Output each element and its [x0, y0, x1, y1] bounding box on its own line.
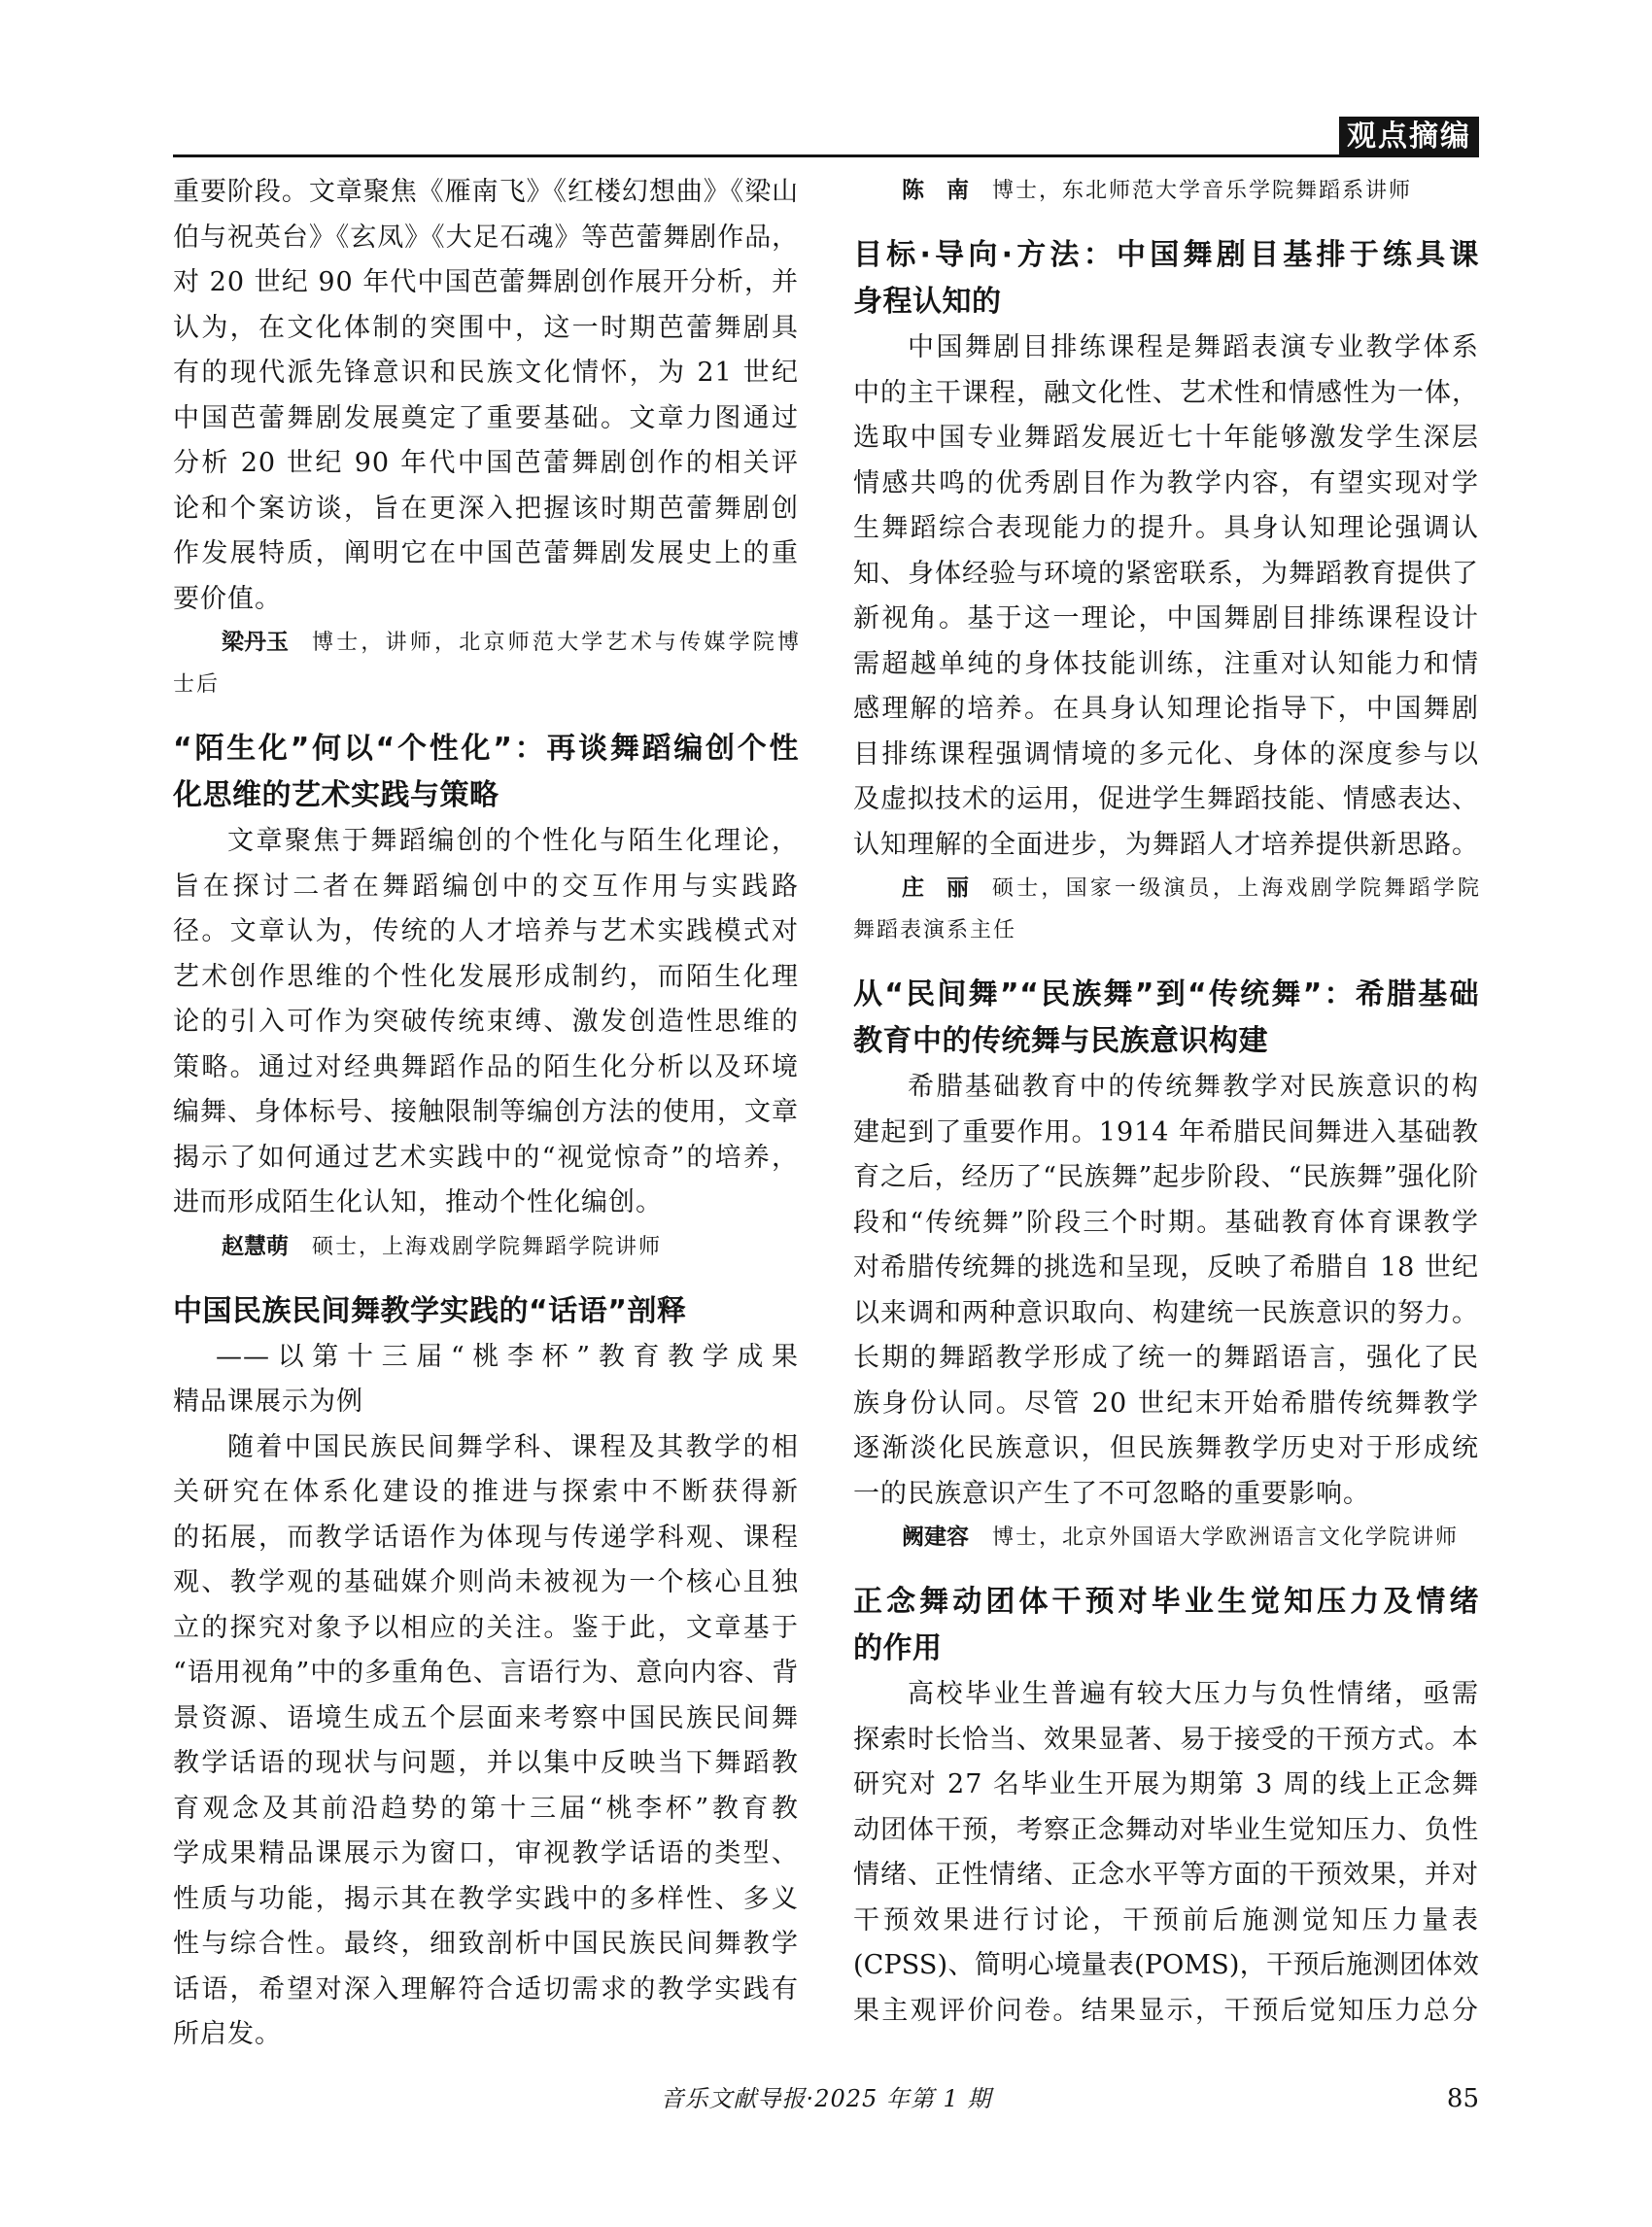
author-line [173, 622, 799, 664]
article-title [853, 232, 1479, 325]
abstract-line: 随着中国民族民间舞学科、课程及其教学的相 [227, 1431, 799, 1462]
abstract-line: 以来调和两种意识取向、构建统一民族意识的努力。 [853, 1297, 1479, 1328]
abstract-line: 伯与祝英台》《玄凤》《大足石魂》等芭蕾舞剧作品， [173, 222, 799, 253]
right-column [853, 170, 1479, 2034]
abstract-line: 揭示了如何通过艺术实践中的“视觉惊奇”的培养， [173, 1142, 799, 1173]
title-line: 目标·导向·方法：中国舞剧目基排于练具课 [853, 238, 1479, 272]
abstract-line: 分析 20 世纪 90 年代中国芭蕾舞剧创作的相关评 [173, 448, 799, 478]
abstract-line: 育之后，经历了“民族舞”起步阶段、“民族舞”强化阶 [853, 1162, 1479, 1192]
author-line [173, 1226, 799, 1268]
abstract-line: 研究对 27 名毕业生开展为期第 3 周的线上正念舞 [853, 1769, 1479, 1799]
author-description: 博士，东北师范大学音乐学院舞蹈系讲师 [992, 179, 1413, 203]
author-description: 硕士，国家一级演员，上海戏剧学院舞蹈学院 [992, 876, 1479, 901]
abstract-line: 所启发。 [173, 2019, 282, 2049]
author-description: 博士，讲师，北京师范大学艺术与传媒学院博 [312, 631, 799, 655]
abstract-line: 艺术创作思维的个性化发展形成制约，而陌生化理 [173, 961, 799, 992]
title-line: 身程认知的 [853, 285, 1002, 319]
abstract-line: 生舞蹈综合表现能力的提升。具身认知理论强调认 [853, 513, 1479, 543]
section-tag: 观点摘编 [1339, 117, 1479, 157]
title-line: 的作用 [853, 1631, 943, 1665]
abstract-line: 选取中国专业舞蹈发展近七十年能够激发学生深层 [853, 423, 1479, 453]
author-info [853, 170, 1479, 212]
author-name: 赵慧萌 [222, 1233, 289, 1259]
abstract-body [853, 325, 1479, 868]
abstract-body [853, 1065, 1479, 1517]
article-title [173, 1288, 799, 1335]
abstract-line: 进而形成陌生化认知，推动个性化编创。 [173, 1187, 663, 1217]
abstract-line: 要价值。 [173, 583, 282, 614]
abstract-line: 有的现代派先锋意识和民族文化情怀，为 21 世纪 [173, 358, 799, 388]
abstract-line: 立的探究对象予以相应的关注。鉴于此，文章基于 [173, 1612, 799, 1643]
author-name: 陈 南 [902, 178, 969, 203]
abstract-line: 性质与功能，揭示其在教学实践中的多样性、多义 [173, 1883, 799, 1914]
abstract-line: 关研究在体系化建设的推进与探索中不断获得新 [173, 1477, 799, 1507]
abstract-line: 对希腊传统舞的挑选和呈现，反映了希腊自 18 世纪 [853, 1252, 1479, 1283]
author-info [853, 1517, 1479, 1559]
header-rule [173, 154, 1341, 157]
subtitle-line: 精品课展示为例 [173, 1387, 363, 1417]
footer-journal-issue: 音乐文献导报·2025 年第 1 期 [660, 2085, 992, 2112]
abstract-line: 族身份认同。尽管 20 世纪末开始希腊传统舞教学 [853, 1388, 1479, 1419]
title-line: 化思维的艺术实践与策略 [173, 778, 499, 812]
author-line [853, 170, 1479, 212]
abstract-body [173, 819, 799, 1226]
abstract-line: 对 20 世纪 90 年代中国芭蕾舞剧创作展开分析，并 [173, 267, 799, 297]
abstract-line: 径。文章认为，传统的人才培养与艺术实践模式对 [173, 916, 799, 946]
author-line [853, 868, 1479, 909]
left-column [173, 170, 799, 2058]
author-info [853, 868, 1479, 951]
abstract-line: 及虚拟技术的运用，促进学生舞蹈技能、情感表达、 [853, 784, 1479, 814]
article-title [173, 726, 799, 819]
author-name: 阙建容 [902, 1525, 969, 1550]
abstract-line: 策略。通过对经典舞蹈作品的陌生化分析以及环境 [173, 1051, 799, 1082]
article-subtitle [173, 1335, 799, 1425]
abstract-line: “语用视角”中的多重角色、言语行为、意向内容、背 [173, 1658, 799, 1688]
article-title [853, 972, 1479, 1065]
title-line: 从“民间舞”“民族舞”到“传统舞”：希腊基础 [853, 977, 1479, 1011]
abstract-line: 作发展特质，阐明它在中国芭蕾舞剧发展史上的重 [173, 538, 799, 568]
abstract-line: 建起到了重要作用。1914 年希腊民间舞进入基础教 [853, 1116, 1479, 1148]
title-line: 正念舞动团体干预对毕业生觉知压力及情绪 [853, 1585, 1479, 1619]
abstract-line: 观、教学观的基础媒介则尚未被视为一个核心且独 [173, 1567, 799, 1597]
abstract-line: 学成果精品课展示为窗口，审视教学话语的类型、 [173, 1838, 799, 1868]
abstract-line: 果主观评价问卷。结果显示，干预后觉知压力总分 [853, 1995, 1479, 2026]
abstract-line: 目排练课程强调情境的多元化、身体的深度参与以 [853, 738, 1479, 770]
abstract-line: 认为，在文化体制的突围中，这一时期芭蕾舞剧具 [173, 312, 799, 343]
abstract-line: 育观念及其前沿趋势的第十三届“桃李杯”教育教 [173, 1793, 799, 1824]
title-line: “陌生化”何以“个性化”：再谈舞蹈编创个性 [173, 732, 799, 766]
abstract-line: 一的民族意识产生了不可忽略的重要影响。 [853, 1478, 1370, 1509]
abstract-line: 中国舞剧目排练课程是舞蹈表演专业教学体系 [908, 332, 1479, 362]
abstract-line: 高校毕业生普遍有较大压力与负性情绪，亟需 [908, 1679, 1479, 1709]
abstract-line: 长期的舞蹈教学形成了统一的舞蹈语言，强化了民 [853, 1343, 1479, 1373]
abstract-line: 性与综合性。最终，细致剖析中国民族民间舞教学 [173, 1929, 799, 1959]
subtitle-line: ——以第十三届“桃李杯”教育教学成果 [216, 1341, 799, 1372]
page-number: 85 [1446, 2084, 1479, 2113]
title-line: 中国民族民间舞教学实践的“话语”剖释 [173, 1293, 687, 1328]
abstract-body [173, 1425, 799, 2058]
abstract-line: 逐渐淡化民族意识，但民族舞教学历史对于形成统 [853, 1433, 1479, 1463]
abstract-line: 情绪、正性情绪、正念水平等方面的干预效果，并对 [853, 1860, 1479, 1890]
author-description: 硕士，上海戏剧学院舞蹈学院讲师 [312, 1234, 663, 1259]
abstract-line: 中的主干课程，融文化性、艺术性和情感性为一体， [853, 377, 1479, 408]
abstract-line: 情感共鸣的优秀剧目作为教学内容，有望实现对学 [853, 467, 1479, 498]
author-info [173, 1226, 799, 1268]
author-description: 博士，北京外国语大学欧洲语言文化学院讲师 [992, 1525, 1460, 1550]
abstract-line: 景资源、语境生成五个层面来考察中国民族民间舞 [173, 1702, 799, 1733]
abstract-line: 文章聚焦于舞蹈编创的个性化与陌生化理论， [227, 826, 799, 856]
abstract-line: 需超越单纯的身体技能训练，注重对认知能力和情 [853, 648, 1479, 679]
abstract-body [173, 170, 799, 622]
abstract-line: 感理解的培养。在具身认知理论指导下，中国舞剧 [853, 694, 1479, 724]
abstract-line: 认知理解的全面进步，为舞蹈人才培养提供新思路。 [853, 829, 1479, 860]
author-line [853, 1517, 1479, 1559]
author-info [173, 622, 799, 705]
author-name: 庄 丽 [902, 875, 969, 901]
abstract-line: 探索时长恰当、效果显著、易于接受的干预方式。本 [853, 1724, 1479, 1755]
abstract-line: 新视角。基于这一理论，中国舞剧目排练课程设计 [853, 603, 1479, 634]
abstract-line: 论和个案访谈，旨在更深入把握该时期芭蕾舞剧创 [173, 493, 799, 524]
abstract-line: (CPSS)、简明心境量表(POMS)，干预后施测团体效 [853, 1950, 1479, 1980]
abstract-line: 编舞、身体标号、接触限制等编创方法的使用，文章 [173, 1097, 799, 1127]
abstract-line: 段和“传统舞”阶段三个时期。基础教育体育课教学 [853, 1207, 1479, 1238]
abstract-line: 旨在探讨二者在舞蹈编创中的交互作用与实践路 [173, 871, 799, 902]
abstract-line: 知、身体经验与环境的紧密联系，为舞蹈教育提供了 [853, 558, 1479, 589]
author-line: 舞蹈表演系主任 [853, 918, 1017, 942]
abstract-line: 中国芭蕾舞剧发展奠定了重要基础。文章力图通过 [173, 402, 799, 433]
abstract-line: 论的引入可作为突破传统束缚、激发创造性思维的 [173, 1007, 799, 1037]
abstract-line: 话语，希望对深入理解符合适切需求的教学实践有 [173, 1973, 799, 2004]
abstract-line: 教学话语的现状与问题，并以集中反映当下舞蹈教 [173, 1748, 799, 1778]
abstract-line: 重要阶段。文章聚焦《雁南飞》《红楼幻想曲》《梁山 [173, 177, 799, 207]
author-name: 梁丹玉 [222, 630, 289, 655]
title-line: 教育中的传统舞与民族意识构建 [853, 1024, 1268, 1058]
author-line: 士后 [173, 672, 221, 697]
abstract-line: 希腊基础教育中的传统舞教学对民族意识的构 [908, 1072, 1479, 1102]
abstract-body [853, 1672, 1479, 2034]
abstract-line: 动团体干预，考察正念舞动对毕业生觉知压力、负性 [853, 1814, 1479, 1845]
article-title [853, 1579, 1479, 1672]
abstract-line: 干预效果进行讨论，干预前后施测觉知压力量表 [853, 1904, 1479, 1936]
abstract-line: 的拓展，而教学话语作为体现与传递学科观、课程 [173, 1522, 799, 1553]
